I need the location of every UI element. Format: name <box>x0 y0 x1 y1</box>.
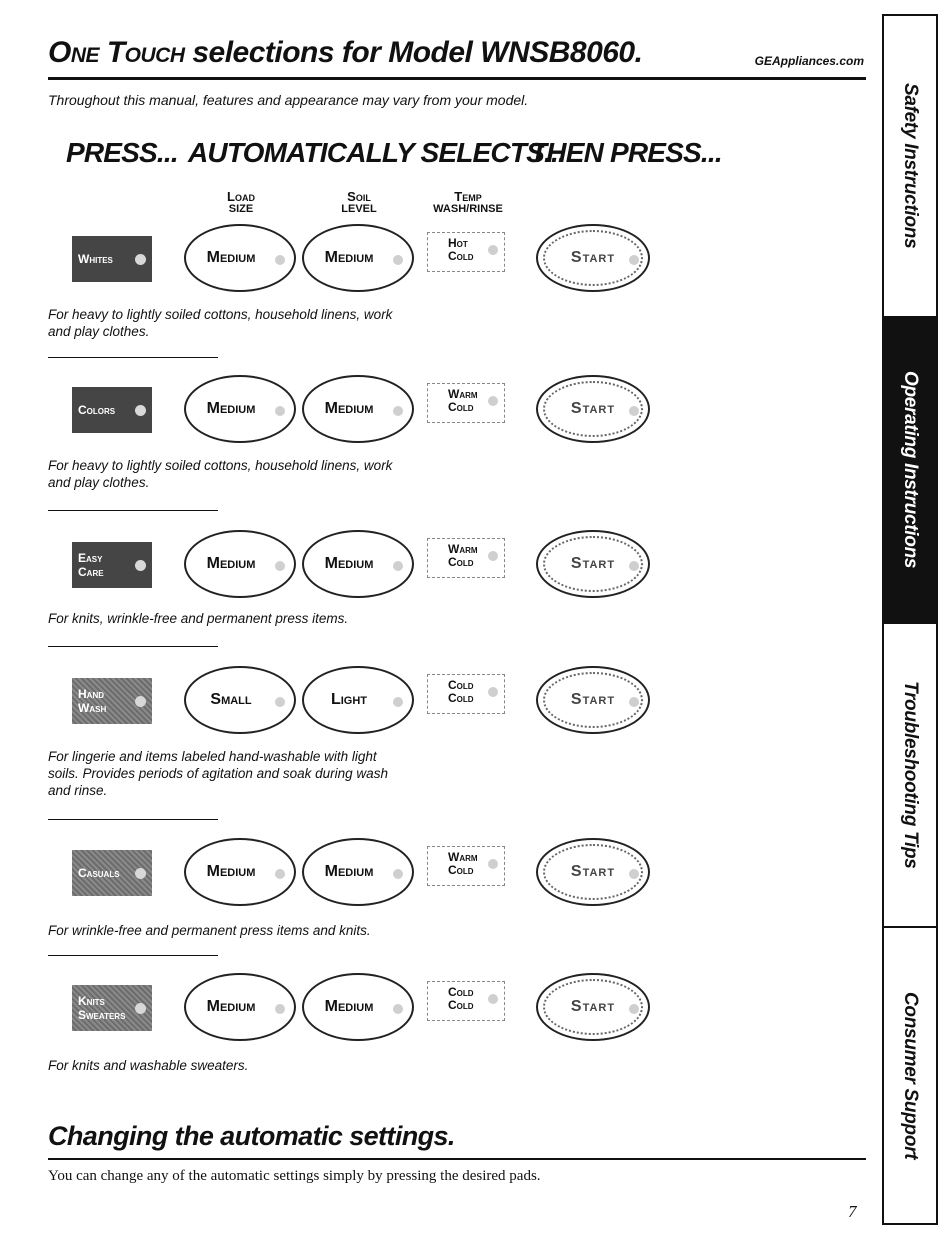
cycle-description: For heavy to lightly soiled cottons, household linens, work and play clothes. <box>48 458 393 490</box>
section-sidebar <box>882 14 938 1225</box>
indicator-light-icon <box>629 255 639 265</box>
step-press-heading: PRESS... <box>66 137 178 168</box>
cycle-row-knits-sweaters <box>0 973 870 1093</box>
indicator-light-icon <box>393 869 403 879</box>
indicator-light-icon <box>275 255 285 265</box>
indicator-light-icon <box>488 551 498 561</box>
tab-consumer-support[interactable]: Consumer Support <box>900 991 921 1160</box>
start-button[interactable]: Start <box>536 666 650 734</box>
page-title <box>48 36 642 70</box>
indicator-light-icon <box>629 1004 639 1014</box>
soil-level-pad[interactable]: Medium <box>302 224 414 292</box>
start-button[interactable]: Start <box>536 375 650 443</box>
indicator-light-icon <box>488 994 498 1004</box>
indicator-light-icon <box>135 254 146 265</box>
indicator-light-icon <box>488 396 498 406</box>
indicator-light-icon <box>393 255 403 265</box>
website-link[interactable]: GEAppliances.com <box>754 54 864 68</box>
tab-safety-instructions[interactable]: Safety Instructions <box>884 16 936 318</box>
temp-pad[interactable]: Cold Cold <box>427 981 505 1021</box>
indicator-light-icon <box>275 697 285 707</box>
temp-pad[interactable]: Warm Cold <box>427 538 505 578</box>
indicator-light-icon <box>629 869 639 879</box>
cycle-row-whites <box>0 224 870 344</box>
load-size-pad[interactable]: Small <box>184 666 296 734</box>
casuals-button[interactable]: Casuals <box>72 850 152 896</box>
indicator-light-icon <box>275 1004 285 1014</box>
soil-level-pad[interactable]: Medium <box>302 838 414 906</box>
cycle-description: For lingerie and items labeled hand-washable with light soils. Provides periods of agitation and soak during wash and rinse. <box>48 749 388 798</box>
soil-level-pad[interactable]: Medium <box>302 973 414 1041</box>
separator <box>48 646 218 647</box>
indicator-light-icon <box>629 697 639 707</box>
step-auto-heading: AUTOMATICALLY SELECTS... <box>188 137 565 168</box>
load-size-pad[interactable]: Medium <box>184 973 296 1041</box>
cycle-description: For knits and washable sweaters. <box>48 1058 249 1073</box>
intro-note: Throughout this manual, features and appearance may vary from your model. <box>48 92 529 108</box>
separator <box>48 819 218 820</box>
indicator-light-icon <box>488 859 498 869</box>
separator <box>48 955 218 956</box>
indicator-light-icon <box>135 1003 146 1014</box>
start-button[interactable]: Start <box>536 530 650 598</box>
bottom-rule <box>48 1158 866 1160</box>
indicator-light-icon <box>393 1004 403 1014</box>
indicator-light-icon <box>393 697 403 707</box>
column-load-size: Load SIZE <box>227 189 255 215</box>
column-soil-level: Soil LEVEL <box>341 189 377 215</box>
indicator-light-icon <box>135 868 146 879</box>
indicator-light-icon <box>135 560 146 571</box>
load-size-pad[interactable]: Medium <box>184 838 296 906</box>
indicator-light-icon <box>135 405 146 416</box>
cycle-description: For heavy to lightly soiled cottons, household linens, work and play clothes. <box>48 307 393 339</box>
indicator-light-icon <box>135 696 146 707</box>
knits-sweaters-button[interactable]: Knits Sweaters <box>72 985 152 1031</box>
whites-button[interactable]: Whites <box>72 236 152 282</box>
load-size-pad[interactable]: Medium <box>184 375 296 443</box>
temp-pad[interactable]: Cold Cold <box>427 674 505 714</box>
colors-button[interactable]: Colors <box>72 387 152 433</box>
indicator-light-icon <box>275 561 285 571</box>
cycle-row-colors <box>0 375 870 495</box>
load-size-pad[interactable]: Medium <box>184 530 296 598</box>
title-smallcaps: One Touch <box>48 36 185 69</box>
indicator-light-icon <box>629 406 639 416</box>
hand-wash-button[interactable]: Hand Wash <box>72 678 152 724</box>
indicator-light-icon <box>393 406 403 416</box>
separator <box>48 357 218 358</box>
temp-pad[interactable]: Warm Cold <box>427 846 505 886</box>
step-then-heading: THEN PRESS... <box>530 137 722 168</box>
tab-troubleshooting-tips[interactable]: Troubleshooting Tips <box>884 624 936 928</box>
cycle-description: For knits, wrinkle-free and permanent press items. <box>48 611 349 626</box>
column-temp: Temp WASH/RINSE <box>433 189 503 215</box>
soil-level-pad[interactable]: Medium <box>302 375 414 443</box>
temp-pad[interactable]: Warm Cold <box>427 383 505 423</box>
indicator-light-icon <box>275 406 285 416</box>
title-rest: selections for Model WNSB8060. <box>184 36 643 69</box>
section-title: Changing the automatic settings. <box>48 1121 455 1151</box>
soil-level-pad[interactable]: Medium <box>302 530 414 598</box>
indicator-light-icon <box>488 245 498 255</box>
top-rule <box>48 77 866 80</box>
load-size-pad[interactable]: Medium <box>184 224 296 292</box>
cycle-row-hand-wash <box>0 666 870 798</box>
temp-pad[interactable]: Hot Cold <box>427 232 505 272</box>
cycle-description: For wrinkle-free and permanent press items and knits. <box>48 923 371 938</box>
page-number: 7 <box>848 1202 857 1221</box>
cycle-row-easy-care <box>0 530 870 650</box>
indicator-light-icon <box>393 561 403 571</box>
start-button[interactable]: Start <box>536 224 650 292</box>
cycle-row-casuals <box>0 838 870 958</box>
indicator-light-icon <box>275 869 285 879</box>
indicator-light-icon <box>488 687 498 697</box>
soil-level-pad[interactable]: Light <box>302 666 414 734</box>
tab-operating-instructions[interactable]: Operating Instructions <box>884 318 936 624</box>
indicator-light-icon <box>629 561 639 571</box>
start-button[interactable]: Start <box>536 838 650 906</box>
section-text: You can change any of the automatic settings simply by pressing the desired pads. <box>48 1168 541 1184</box>
separator <box>48 510 218 511</box>
easy-care-button[interactable]: Easy Care <box>72 542 152 588</box>
start-button[interactable]: Start <box>536 973 650 1041</box>
